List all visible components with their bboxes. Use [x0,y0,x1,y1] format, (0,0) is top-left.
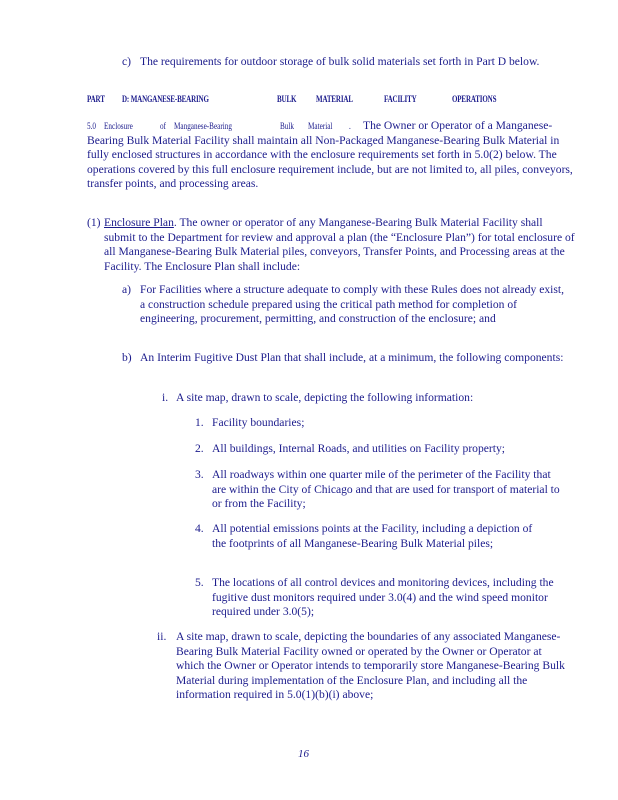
part-label: PART [87,94,105,104]
heading-word-enclosure: Enclosure [104,121,133,131]
item-i-text: A site map, drawn to scale, depicting the following information: [176,391,474,404]
item-1-paragraph [104,216,576,274]
section-number: 5.0 [87,121,96,131]
enclosure-plan-title: Enclosure Plan [104,216,174,229]
list-marker: 4. [195,522,204,535]
heading-word-of: of [160,121,166,131]
list-marker: (1) [87,216,101,229]
list-marker: a) [122,283,132,296]
item-a-text: For Facilities where a structure adequate to comply with these Rules does not already exist, a construction schedule prepared using the critical path method for completion of engineering, procurement, permitting, and construction of the enclosure; and [140,283,565,326]
list-marker: c) [122,55,132,68]
part-bulk: BULK [277,94,297,104]
page-number: 16 [298,748,309,760]
heading-word-material: Material [308,121,333,131]
section-5-body: The Owner or Operator of a Manganese-Bearing Bulk Material Facility shall maintain all Non-Packaged Manganese-Bearing Bulk Material in fully enclosed structures in accordance with the enclosure requirements set forth in 5.0(2) below. The operations covered by this full enclosure requirement include, but are not limited to, all piles, conveyors, transfer points, and processing areas. [87,119,573,191]
item-b-text: An Interim Fugitive Dust Plan that shall include, at a minimum, the following components: [140,351,564,364]
list-marker: i. [162,391,169,404]
heading-word-bulk: Bulk [280,121,295,131]
heading-word-manganese: Manganese-Bearing [174,121,232,131]
numbered-item-text: All potential emissions points at the Facility, including a depiction of the footprints of all Manganese-Bearing Bulk Material piles; [212,522,533,550]
item-1-body: . The owner or operator of any Manganese-Bearing Bulk Material Facility shall submit to the Department for review and approval a plan (the “Enclosure Plan”) for total enclosure of all Manganese-Bearing Bulk Material piles, conveyors, Transfer Points, and Processing areas at the Facility. The Enclosure Plan shall include: [104,216,575,273]
item-c-text: The requirements for outdoor storage of bulk solid materials set forth in Part D below. [140,55,540,68]
part-letter: D: MANGANESE-BEARING [122,94,209,104]
part-facility: FACILITY [384,94,417,104]
list-marker: 2. [195,442,204,455]
part-operations: OPERATIONS [452,94,497,104]
list-marker: b) [122,351,132,364]
list-marker: 1. [195,416,204,429]
heading-period: . [349,121,351,131]
list-marker: 5. [195,576,204,589]
item-ii-text: A site map, drawn to scale, depicting the boundaries of any associated Manganese-Bearing Bulk Material Facility owned or operated by the Owner or Operator at which the Owner or Operator intends to temporarily store Manganese-Bearing Bulk Material during implementation of the Enclosure Plan, and including all the information required in 5.0(1)(b)(i) above; [176,630,565,702]
list-marker: 3. [195,468,204,481]
numbered-item-text: All roadways within one quarter mile of the perimeter of the Facility that are within the City of Chicago and that are used for transport of material to or from the Facility; [212,468,560,511]
section-5-heading [87,119,387,134]
list-marker: ii. [157,630,167,643]
numbered-item-text: All buildings, Internal Roads, and utilities on Facility property; [212,442,506,455]
part-material: MATERIAL [316,94,353,104]
numbered-item-text: Facility boundaries; [212,416,305,429]
numbered-item-text: The locations of all control devices and monitoring devices, including the fugitive dust monitors required under 3.0(4) and the wind speed monitor required under 3.0(5); [212,576,554,619]
